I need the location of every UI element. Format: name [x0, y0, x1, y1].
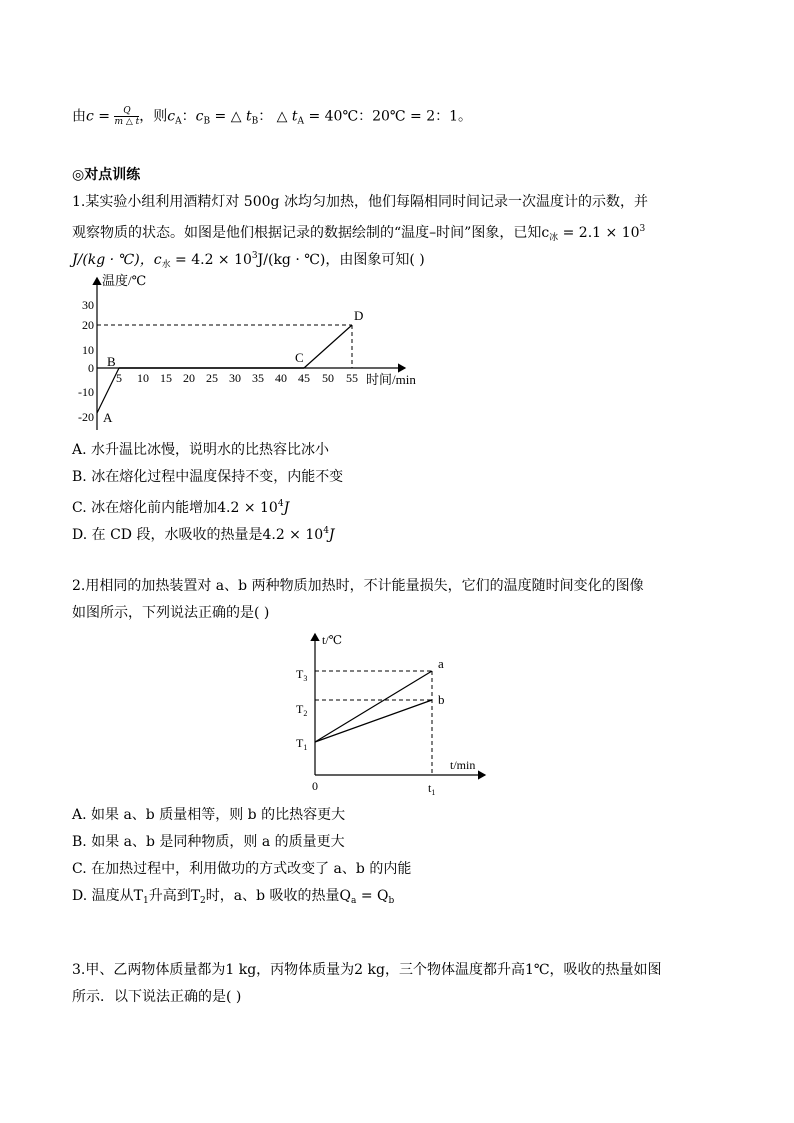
- formula-line: 由c = $\frac{Q}{m \triangle t}$ ，则$c_A$：$c_B$ = △ $t_B$： △ $t_A$ = 40℃：20℃ = 2：1。: [72, 106, 473, 127]
- q1-xtick: 10: [137, 371, 149, 385]
- q2-line2: 如图所示，下列说法正确的是( ): [72, 605, 270, 621]
- q2-label-a: a: [438, 656, 444, 671]
- formula-prefix: 由: [72, 108, 86, 125]
- q1-ytick: 30: [82, 298, 94, 312]
- q2-x-label: t/min: [450, 758, 476, 772]
- q1-line1: 1.某实验小组利用酒精灯对 500g 冰均匀加热，他们每隔相同时间记录一次温度计的示数，并: [72, 194, 648, 210]
- formula-fraction: $\frac{Q}{m \triangle t}$: [114, 106, 140, 127]
- q1-option-d[interactable]: D. 在 CD 段，水吸收的热量是$4.2 \times 10^4J$: [72, 526, 335, 543]
- q1-line3: J/(kg · ℃)，$c_水 = 4.2 \times 10^3J/(kg$ · ℃)，由图象可知( ): [72, 251, 425, 270]
- q2-line1: 2.用相同的加热装置对 a、b 两种物质加热时，不计能量损失，它们的温度随时间变化的图像: [72, 578, 644, 594]
- q3-line2: 所示．以下说法正确的是( ): [72, 989, 242, 1005]
- q1-ytick: -10: [78, 385, 94, 399]
- q1-xtick: 40: [275, 371, 287, 385]
- q1-y-label: 温度/℃: [102, 273, 147, 288]
- q1-xtick: 5: [116, 371, 122, 385]
- q1-x-label: 时间/min: [366, 372, 416, 387]
- q1-ytick: 0: [88, 361, 94, 375]
- q1-xtick: 20: [183, 371, 195, 385]
- formula-c-eq: c =: [86, 108, 111, 125]
- q1-point-a: A: [103, 410, 113, 425]
- q1-point-b: B: [107, 354, 116, 369]
- q2-t2-tick: $T_2$: [296, 702, 308, 718]
- q1-y-ticks: [78, 298, 94, 424]
- q1-xtick: 55: [346, 371, 358, 385]
- q1-xtick: 30: [229, 371, 241, 385]
- q1-xtick: 25: [206, 371, 218, 385]
- q1-option-a[interactable]: A. 水升温比冰慢，说明水的比热容比冰小: [72, 442, 330, 458]
- q1-ytick: 20: [82, 318, 94, 332]
- q2-temperature-time-graph: [290, 630, 490, 800]
- q1-x-ticks: [116, 371, 358, 385]
- q2-t1-tick: $t_1$: [428, 781, 436, 797]
- q2-label-b: b: [438, 692, 445, 707]
- q2-origin: 0: [312, 779, 318, 793]
- section-heading: ◎对点训练: [72, 167, 141, 183]
- q1-point-d: D: [354, 308, 364, 323]
- q2-option-a[interactable]: A. 如果 a、b 质量相等，则 b 的比热容更大: [72, 807, 346, 823]
- q1-line2: 观察物质的状态。如图是他们根据记录的数据绘制的“温度–时间”图象，已知$c_冰 = 2.1 \times 10^3$: [72, 224, 646, 243]
- q2-y-label: t/℃: [322, 633, 343, 647]
- q1-ytick: 10: [82, 343, 94, 357]
- q1-curve-ab: [97, 368, 119, 413]
- q2-t1-ytick: $T_1$: [296, 736, 308, 752]
- q1-ytick: -20: [78, 410, 94, 424]
- q2-option-c[interactable]: C. 在加热过程中，利用做功的方式改变了 a、b 的内能: [72, 861, 412, 877]
- q1-temperature-time-graph: [70, 270, 450, 435]
- q2-option-b[interactable]: B. 如果 a、b 是同种物质，则 a 的质量更大: [72, 834, 345, 850]
- q1-segment-cd: [304, 325, 352, 368]
- q1-xtick: 50: [322, 371, 334, 385]
- q1-option-b[interactable]: B. 冰在熔化过程中温度保持不变，内能不变: [72, 469, 344, 485]
- q1-point-c: C: [295, 350, 304, 365]
- q3-line1: 3.甲、乙两物体质量都为1 kg，丙物体质量为2 kg，三个物体温度都升高1℃，吸收的热量如图: [72, 962, 662, 978]
- q2-t3-tick: $T_3$: [296, 667, 308, 683]
- q1-xtick: 45: [298, 371, 310, 385]
- q1-option-c[interactable]: C. 冰在熔化前内能增加$4.2 \times 10^4J$: [72, 499, 290, 516]
- q2-option-d[interactable]: D. 温度从$T_1$升高到$T_2$时，a、b 吸收的热量$Q_a = Q_b$: [72, 888, 395, 906]
- q1-xtick: 35: [252, 371, 264, 385]
- q1-xtick: 15: [160, 371, 172, 385]
